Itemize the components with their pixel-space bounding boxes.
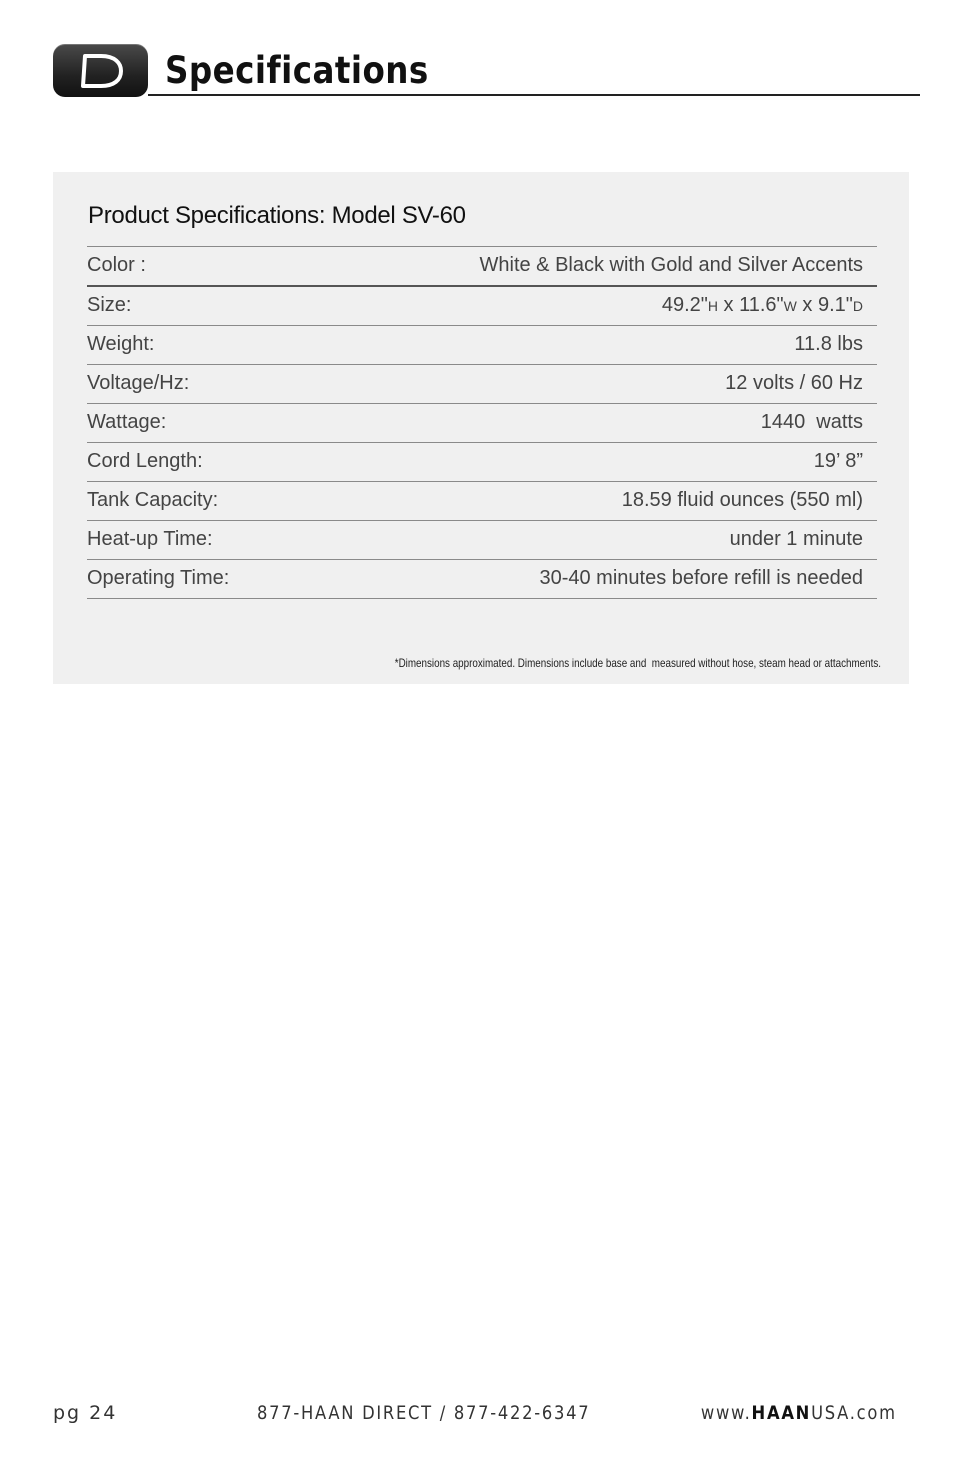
spec-label: Operating Time: xyxy=(87,567,230,589)
contact-phone: 877-HAAN DIRECT / 877-422-6347 xyxy=(257,1402,591,1424)
spec-heading: Product Specifications: Model SV-60 xyxy=(88,202,466,229)
title-divider xyxy=(148,94,920,96)
spec-value: 30-40 minutes before refill is needed xyxy=(539,567,863,589)
spec-value: under 1 minute xyxy=(729,528,863,550)
d-logo-icon xyxy=(77,52,125,90)
spec-label: Heat-up Time: xyxy=(87,528,213,550)
spec-value: White & Black with Gold and Silver Accents xyxy=(479,254,863,276)
website-prefix: www. xyxy=(701,1402,752,1424)
spec-row-cord-length xyxy=(87,442,877,481)
website-brand: HAAN xyxy=(751,1402,812,1424)
size-unit-h: H xyxy=(707,298,718,314)
size-height: 49.2" xyxy=(661,294,708,316)
spec-row-color xyxy=(87,246,877,285)
spec-label: Wattage: xyxy=(87,411,167,433)
page-header xyxy=(53,44,920,98)
size-unit-w: W xyxy=(783,298,797,314)
spec-row-size xyxy=(87,285,877,325)
spec-panel xyxy=(53,172,909,684)
spec-label: Color : xyxy=(87,254,146,276)
spec-label: Tank Capacity: xyxy=(87,489,219,511)
spec-value: 19’ 8” xyxy=(813,450,863,472)
section-badge xyxy=(53,44,148,97)
spec-row-operating-time xyxy=(87,559,877,599)
size-unit-d: D xyxy=(852,298,863,314)
spec-table xyxy=(87,246,877,599)
spec-label: Size: xyxy=(87,294,132,316)
spec-value: 11.8 lbs xyxy=(794,333,863,355)
spec-row-weight xyxy=(87,325,877,364)
spec-label: Weight: xyxy=(87,333,155,355)
spec-value xyxy=(662,294,863,317)
size-depth: x 9.1" xyxy=(796,294,853,316)
page-number: pg 24 xyxy=(53,1402,118,1424)
spec-row-voltage xyxy=(87,364,877,403)
spec-value: 12 volts / 60 Hz xyxy=(725,372,863,394)
size-width: x 11.6" xyxy=(717,294,784,316)
spec-row-wattage xyxy=(87,403,877,442)
website-link[interactable] xyxy=(701,1402,897,1424)
spec-value: 18.59 fluid ounces (550 ml) xyxy=(621,489,863,511)
spec-label: Cord Length: xyxy=(87,450,203,472)
spec-row-heat-up-time xyxy=(87,520,877,559)
spec-row-tank-capacity xyxy=(87,481,877,520)
dimensions-footnote: *Dimensions approximated. Dimensions include base and measured without hose, steam head or attachments. xyxy=(394,656,881,670)
website-suffix: USA.com xyxy=(811,1402,897,1424)
page-title: Specifications xyxy=(165,49,429,92)
spec-label: Voltage/Hz: xyxy=(87,372,190,394)
spec-value: 1440 watts xyxy=(760,411,863,433)
